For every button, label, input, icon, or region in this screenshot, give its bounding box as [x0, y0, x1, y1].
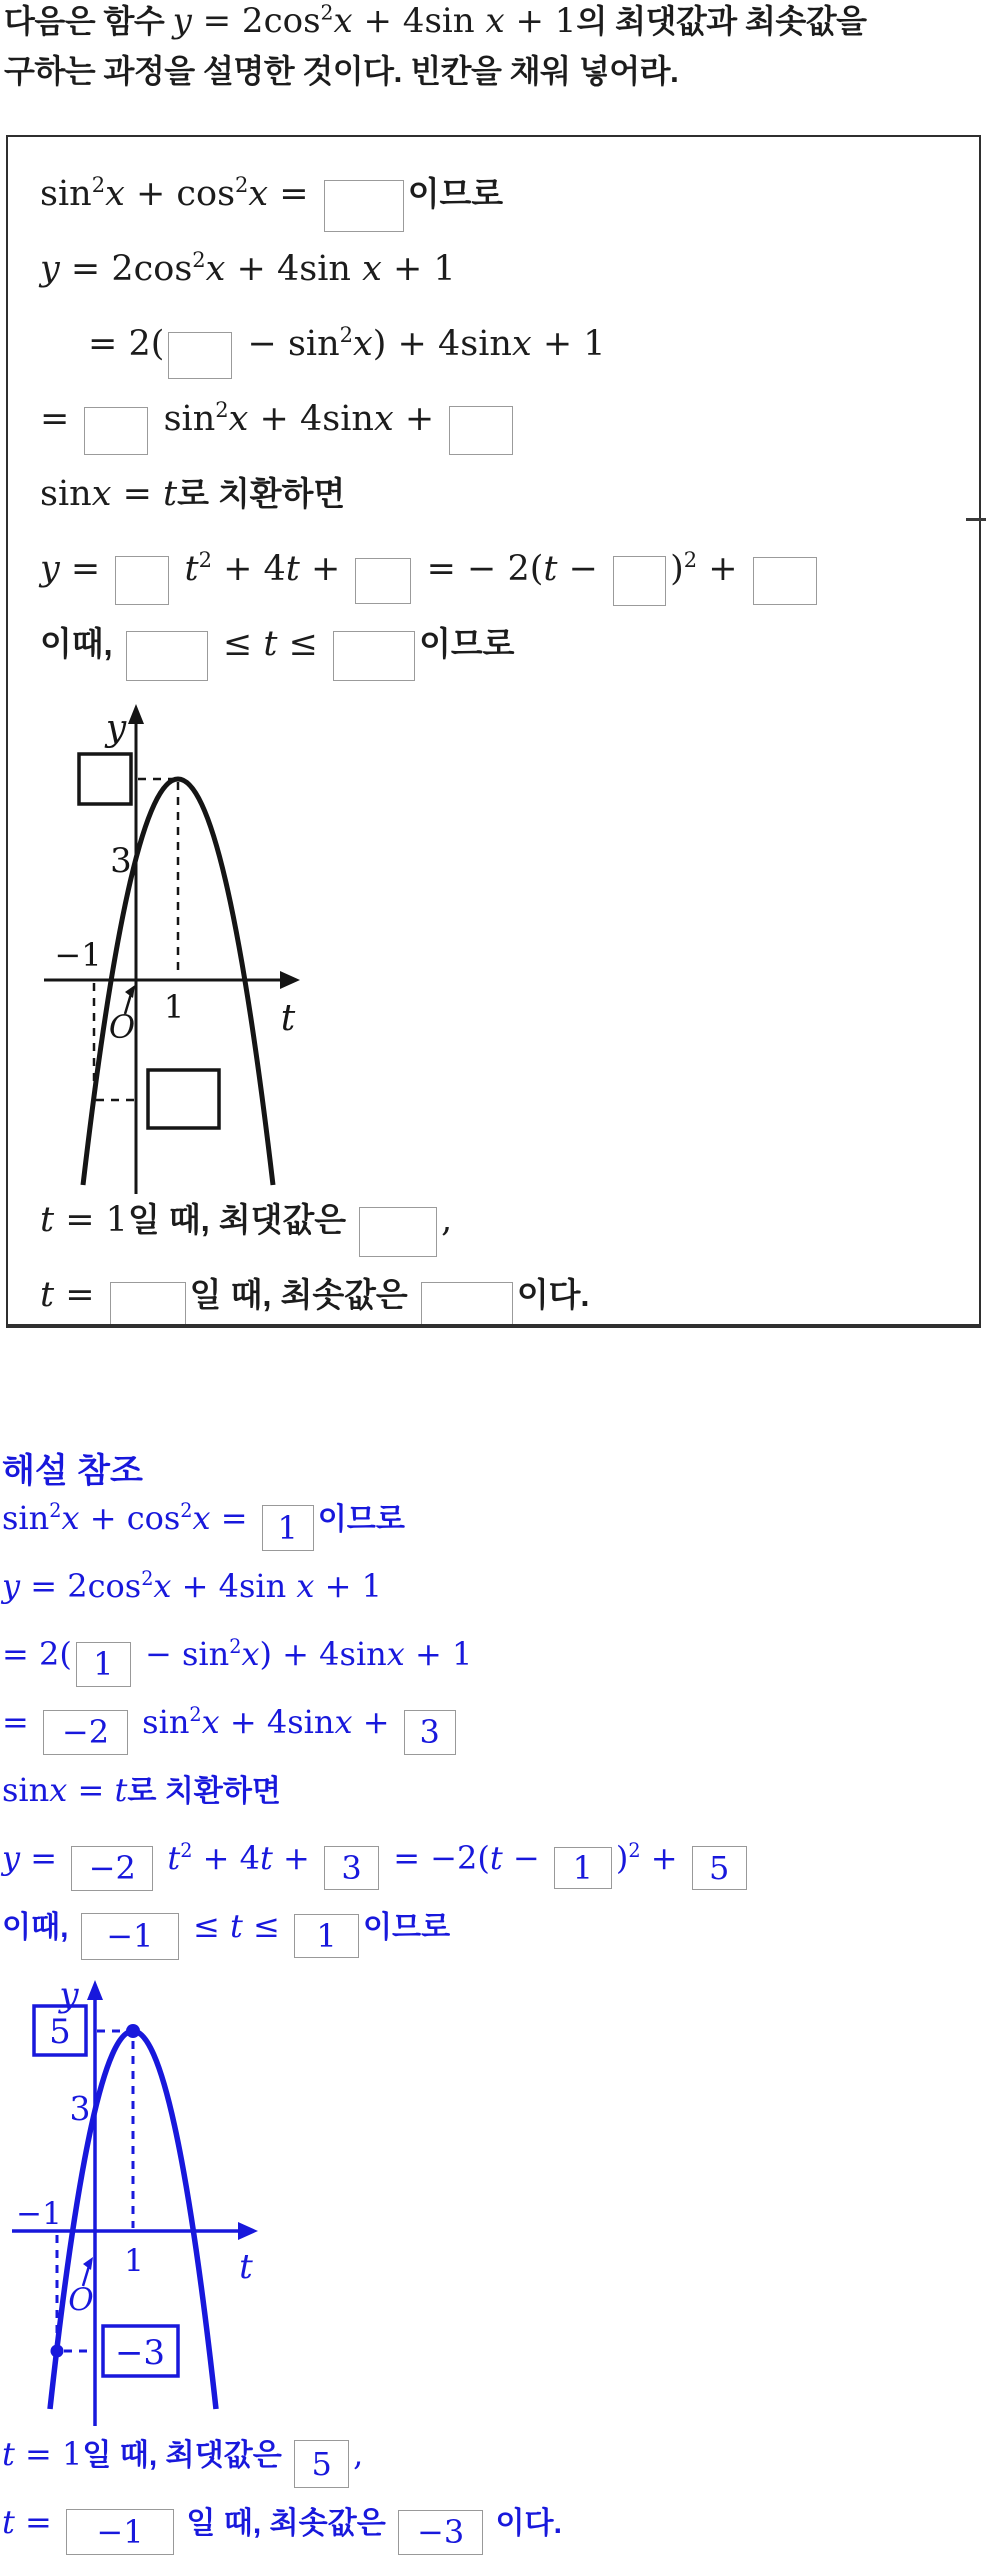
- korean-text: 일 때, 최댓값은: [127, 1201, 356, 1238]
- math-text: 2: [189, 1703, 202, 1727]
- math-text: cos: [133, 249, 193, 289]
- math-text: x: [201, 1703, 220, 1741]
- math-text: sin: [322, 399, 374, 439]
- equation-line: [40, 1200, 979, 1260]
- math-text: t: [2, 2435, 15, 2473]
- korean-text: 로 치환하면: [177, 475, 346, 512]
- math-text: sin: [424, 1, 475, 41]
- math-text: sin: [287, 1703, 335, 1741]
- math-text: 2: [339, 322, 354, 347]
- math-text: = −2(: [383, 1839, 490, 1877]
- math-text: x: [49, 1771, 68, 1809]
- math-text: = 2(: [88, 324, 165, 364]
- problem-graph: [34, 702, 334, 1197]
- math-text: ≤: [182, 1907, 230, 1945]
- y-tick-3: 3: [69, 2089, 91, 2128]
- answer-box[interactable]: 5: [294, 2440, 349, 2488]
- answer-box[interactable]: −2: [71, 1846, 153, 1891]
- problem-statement-line-1: [4, 0, 989, 56]
- math-text: x: [362, 249, 382, 289]
- answer-box[interactable]: 3: [404, 1710, 456, 1755]
- math-text: t: [157, 1839, 181, 1877]
- math-text: sin: [40, 174, 92, 214]
- t-tick-1: 1: [163, 988, 185, 1026]
- math-text: + 4: [219, 1703, 288, 1741]
- korean-text: 일 때, 최솟값은: [189, 1276, 417, 1313]
- y-tick-3: 3: [110, 841, 132, 881]
- maximum-point-dot: [126, 2024, 140, 2038]
- math-text: 2: [235, 172, 249, 197]
- math-text: x: [241, 1635, 260, 1673]
- blank-box[interactable]: [115, 556, 169, 605]
- math-text: ,: [441, 1200, 453, 1240]
- minimum-point-dot: [51, 2345, 64, 2358]
- math-text: + 4: [192, 1839, 260, 1877]
- math-text: =: [14, 2503, 63, 2541]
- math-text: +: [393, 399, 446, 439]
- math-text: + 1: [404, 1635, 473, 1673]
- t-axis-arrow-icon: [238, 2222, 258, 2240]
- solution-line: [2, 1839, 991, 1894]
- korean-text: 로 치환하면: [127, 1775, 281, 1808]
- math-text: 2: [180, 1499, 193, 1523]
- t-axis-label: t: [280, 998, 296, 1039]
- math-text: x: [228, 399, 249, 439]
- math-text: sin: [238, 1567, 297, 1605]
- math-text: ) + 4: [372, 324, 461, 364]
- korean-text: 이므로: [363, 1911, 451, 1944]
- math-text: ≤: [242, 1907, 290, 1945]
- equation-line: [40, 172, 979, 234]
- math-text: x: [511, 324, 532, 364]
- t-axis-label: t: [239, 2247, 253, 2287]
- math-text: 2: [229, 1635, 242, 1659]
- blank-box[interactable]: [613, 556, 666, 606]
- math-text: + 1: [314, 1567, 382, 1605]
- y-axis-label: y: [105, 708, 127, 749]
- korean-text: 이므로: [407, 175, 504, 212]
- t-axis-arrow-icon: [280, 971, 300, 989]
- math-text: t: [40, 1275, 55, 1315]
- math-text: sin: [181, 1635, 230, 1673]
- math-text: + 1: [381, 249, 456, 289]
- math-text: x: [61, 1499, 80, 1537]
- page-edge-tick: [966, 518, 986, 521]
- math-text: sin: [339, 1635, 387, 1673]
- y-axis-arrow-icon: [128, 704, 144, 724]
- y-axis-arrow-icon: [87, 1980, 103, 2000]
- math-text: x: [91, 474, 112, 514]
- solution-graph: [6, 1978, 286, 2428]
- answer-box[interactable]: 5: [692, 1846, 747, 1890]
- math-text: = 1: [54, 1200, 128, 1240]
- origin-label: O: [68, 2282, 94, 2318]
- solution-line: [2, 1907, 991, 1962]
- korean-text: 이다.: [516, 1276, 590, 1313]
- min-value-text: −3: [114, 2333, 166, 2373]
- math-text: t: [285, 549, 300, 589]
- math-text: sin: [460, 324, 512, 364]
- math-text: 2: [683, 547, 698, 572]
- blank-box[interactable]: [355, 558, 411, 604]
- t-tick-1: 1: [124, 2243, 144, 2279]
- math-text: 2: [180, 1839, 193, 1863]
- korean-text: 이때,: [40, 625, 122, 662]
- korean-text: 의 최댓값과 최솟값을: [576, 3, 867, 39]
- math-text: +: [352, 1703, 400, 1741]
- math-text: t: [2, 2503, 15, 2541]
- max-value-blank-box[interactable]: [79, 754, 131, 804]
- math-text: 2: [215, 397, 229, 422]
- min-value-blank-box[interactable]: [148, 1070, 219, 1128]
- blank-box[interactable]: [126, 631, 208, 681]
- problem-statement: [4, 0, 989, 108]
- blank-box[interactable]: [168, 332, 232, 379]
- solution-line: [2, 1499, 991, 1554]
- math-text: ≤: [277, 624, 330, 664]
- problem-statement-line-2: [4, 53, 989, 108]
- solution-line: [2, 2503, 991, 2558]
- math-text: x: [373, 399, 394, 439]
- math-text: −: [134, 1635, 182, 1673]
- math-text: =: [2, 1703, 39, 1741]
- math-text: 2: [198, 547, 212, 572]
- math-text: =: [54, 1275, 106, 1315]
- math-text: =: [20, 1839, 68, 1877]
- korean-text: 이다.: [487, 2507, 562, 2540]
- math-text: ): [615, 1839, 629, 1877]
- math-text: ): [670, 549, 684, 589]
- korean-text: 일 때, 최댓값은: [82, 2439, 291, 2472]
- math-text: +: [79, 1499, 127, 1537]
- blank-box[interactable]: [333, 631, 415, 681]
- math-text: t: [114, 1771, 128, 1809]
- math-text: x: [248, 174, 269, 214]
- korean-text: 이므로: [317, 1503, 405, 1536]
- math-text: =: [40, 399, 81, 439]
- math-text: cos: [176, 174, 236, 214]
- korean-text: 구하는 과정을 설명한 것이다. 빈칸을 채워 넣어라.: [4, 53, 679, 89]
- math-text: t: [40, 1200, 55, 1240]
- math-text: sin: [152, 399, 216, 439]
- math-text: cos: [126, 1499, 181, 1537]
- math-text: = 2: [20, 1567, 88, 1605]
- math-text: sin: [131, 1703, 190, 1741]
- equation-line: [40, 474, 979, 534]
- math-text: sin: [287, 324, 340, 364]
- math-text: =: [111, 474, 164, 514]
- math-text: x: [105, 174, 125, 214]
- math-text: x: [386, 1635, 405, 1673]
- math-text: x: [192, 1499, 211, 1537]
- math-text: −: [236, 324, 288, 364]
- equation-line: [40, 547, 979, 609]
- math-text: x: [474, 1, 505, 41]
- answer-box[interactable]: −3: [398, 2510, 483, 2555]
- math-text: x: [153, 1567, 172, 1605]
- math-text: x: [296, 1567, 315, 1605]
- korean-text: 이때,: [2, 1911, 77, 1944]
- math-text: t: [229, 1907, 243, 1945]
- math-text: ) + 4: [259, 1635, 340, 1673]
- math-text: =: [210, 1499, 258, 1537]
- korean-text: 일 때, 최솟값은: [178, 2507, 395, 2540]
- equation-line: [40, 397, 979, 459]
- answer-box[interactable]: −1: [81, 1913, 179, 1960]
- math-text: sin: [299, 249, 363, 289]
- math-text: + 1: [531, 324, 606, 364]
- math-text: + 4: [171, 1567, 239, 1605]
- blank-box[interactable]: [359, 1207, 437, 1257]
- math-text: x: [333, 1, 353, 41]
- math-text: = 1: [14, 2435, 83, 2473]
- math-text: y: [40, 549, 60, 589]
- answer-box[interactable]: 1: [294, 1914, 359, 1958]
- math-text: t: [489, 1839, 503, 1877]
- answer-box[interactable]: −1: [66, 2509, 174, 2555]
- math-text: = − 2(: [415, 549, 544, 589]
- blank-box[interactable]: [324, 180, 404, 232]
- answer-box[interactable]: −2: [43, 1710, 128, 1755]
- math-text: +: [697, 549, 749, 589]
- math-text: y: [2, 1839, 21, 1877]
- math-text: = 2: [59, 249, 134, 289]
- math-text: =: [59, 549, 112, 589]
- math-text: 2: [141, 1567, 154, 1591]
- solution-line: [2, 2435, 991, 2490]
- blank-box[interactable]: [753, 557, 817, 605]
- equation-line: [40, 624, 979, 684]
- y-axis-label: y: [59, 1978, 79, 2015]
- answer-box[interactable]: 1: [554, 1847, 612, 1889]
- math-text: + 4: [248, 399, 323, 439]
- max-value-text: 5: [49, 2012, 71, 2052]
- solution-line: [2, 1567, 991, 1622]
- math-text: ≤: [211, 624, 264, 664]
- math-text: + 4: [211, 549, 286, 589]
- blank-box[interactable]: [449, 406, 513, 455]
- solution-line: [2, 1635, 991, 1690]
- math-text: t: [163, 474, 178, 514]
- solution-heading: 해설 참조: [2, 1452, 143, 1490]
- blank-box[interactable]: [110, 1282, 186, 1328]
- math-text: +: [272, 1839, 321, 1877]
- math-text: + 4: [352, 1, 425, 41]
- math-text: = 2: [191, 1, 264, 41]
- math-text: x: [334, 1703, 353, 1741]
- math-text: 2: [628, 1839, 641, 1863]
- math-text: = 2(: [2, 1635, 72, 1673]
- t-tick-neg1: −1: [54, 936, 102, 974]
- math-text: ,: [353, 2435, 364, 2473]
- solution-line: [2, 1703, 991, 1758]
- math-text: y: [2, 1567, 21, 1605]
- math-text: +: [299, 549, 352, 589]
- math-text: 2: [192, 247, 206, 272]
- solution-line: [2, 1771, 991, 1826]
- math-text: cos: [87, 1567, 142, 1605]
- math-text: y: [40, 249, 60, 289]
- math-text: y: [172, 1, 192, 41]
- t-tick-neg1: −1: [16, 2196, 62, 2232]
- math-text: + 4: [225, 249, 300, 289]
- math-text: t: [260, 1839, 273, 1877]
- math-text: sin: [40, 474, 92, 514]
- korean-text: 다음은 함수: [4, 3, 173, 39]
- math-text: cos: [263, 1, 321, 41]
- answer-box[interactable]: 3: [324, 1846, 379, 1890]
- math-text: =: [268, 174, 320, 214]
- math-text: =: [67, 1771, 115, 1809]
- blank-box[interactable]: [84, 407, 148, 455]
- math-text: −: [502, 1839, 550, 1877]
- math-text: 2: [320, 0, 334, 25]
- math-text: t: [543, 549, 558, 589]
- math-text: t: [263, 624, 278, 664]
- math-text: + 1: [504, 1, 577, 41]
- equation-line: [40, 247, 979, 309]
- korean-text: 이므로: [419, 625, 515, 662]
- answer-box[interactable]: 1: [76, 1642, 131, 1687]
- equation-line: [88, 322, 979, 384]
- math-text: +: [124, 174, 177, 214]
- math-text: 2: [91, 172, 106, 197]
- math-text: 2: [49, 1499, 62, 1523]
- math-text: +: [640, 1839, 688, 1877]
- math-text: t: [173, 549, 199, 589]
- answer-box[interactable]: 1: [262, 1505, 314, 1551]
- equation-line: [40, 1275, 979, 1328]
- math-text: sin: [2, 1771, 50, 1809]
- problem-box: [6, 135, 981, 1328]
- math-text: x: [353, 324, 373, 364]
- blank-box[interactable]: [421, 1282, 513, 1328]
- math-text: sin: [2, 1499, 50, 1537]
- solution-section: [2, 1443, 991, 2563]
- origin-label: O: [108, 1008, 136, 1046]
- math-text: x: [205, 249, 226, 289]
- math-text: −: [557, 549, 610, 589]
